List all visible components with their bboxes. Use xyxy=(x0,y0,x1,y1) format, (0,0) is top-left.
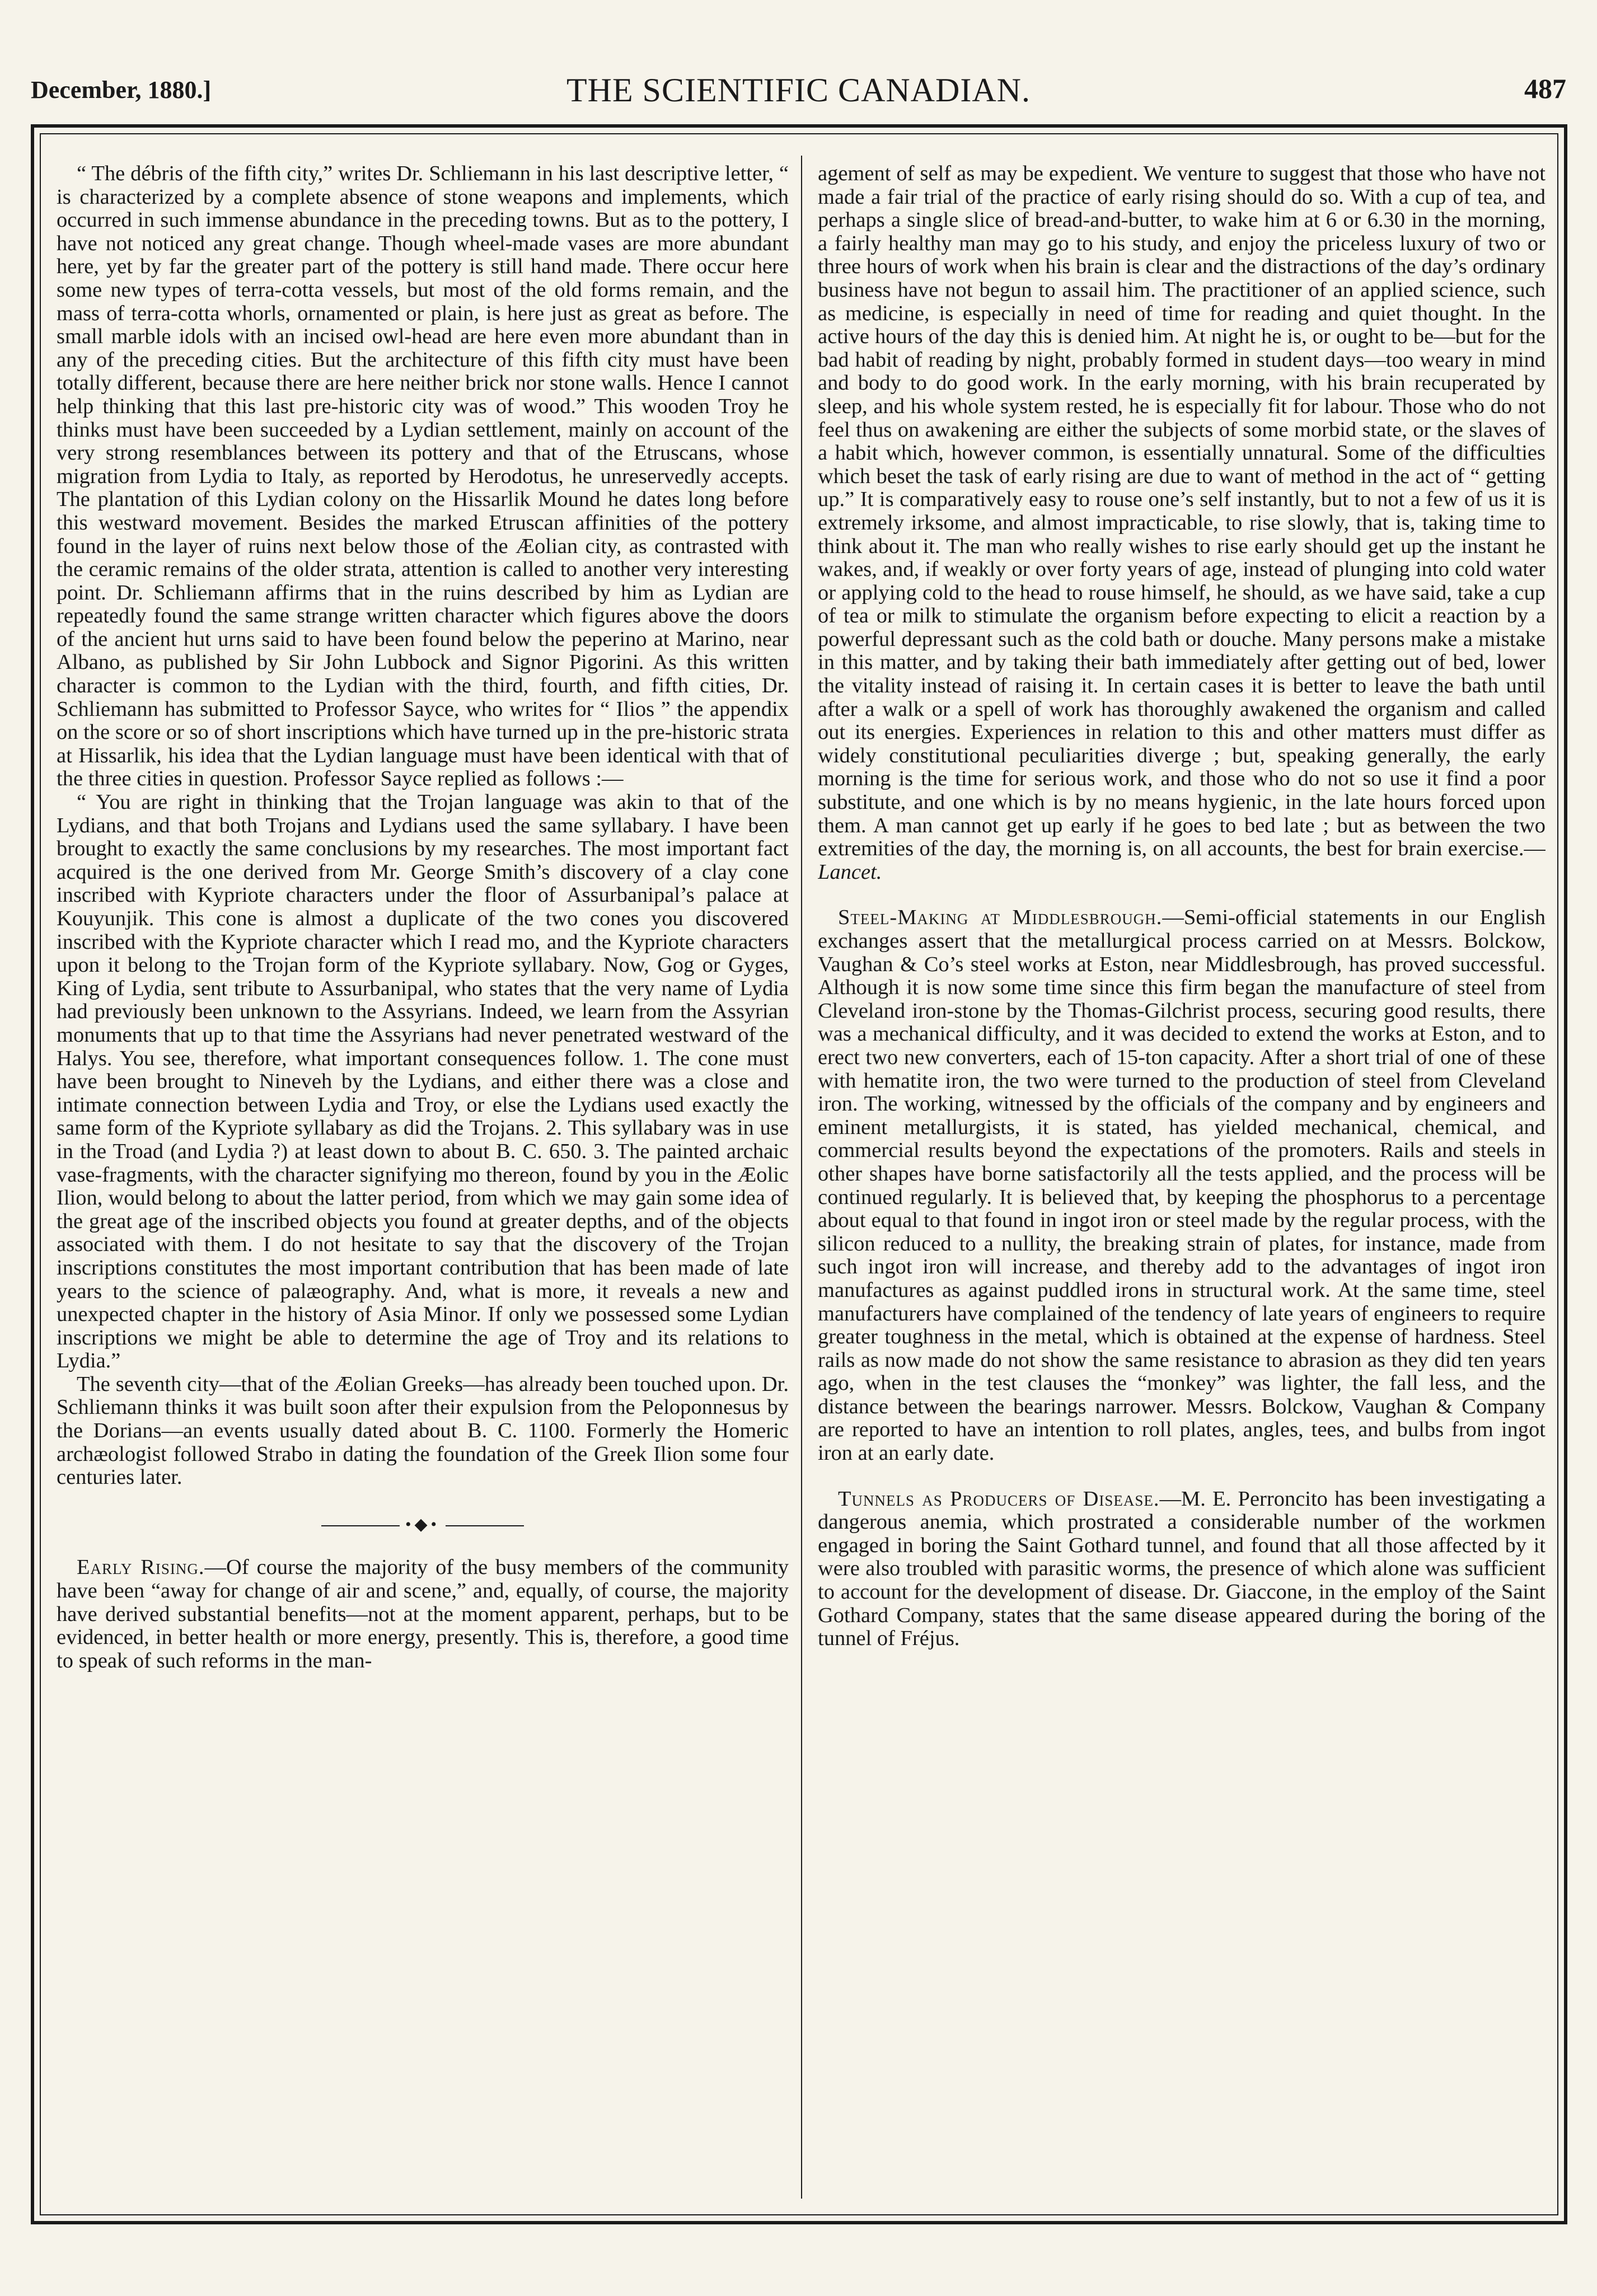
early-rising-heading: Early Rising. xyxy=(77,1555,205,1580)
issue-date: December, 1880.] xyxy=(31,76,212,104)
steel-making-text: —Semi-official statements in our English exchanges assert that the metallurgical process carried on at Messrs. Bolckow, Vaughan & Co’s steel works at Eston, near Middlesbrough, has proved successful. Although it is now some time since this firm began the manufacture of steel from Cleveland iron-stone by the Thomas-Gilchrist process, securing good results, there was a mechanical difficulty, and it was decided to extend the works at Eston, and to erect two new converters, each of 15-ton capacity. After a short trial of one of these with hematite iron, the two were turned to the production of steel from Cleveland iron. The working, witnessed by the officials of the company and by engineers and eminent metallurgists, it is stated, has yielded mechanical, chemical, and commercial results beyond the expectations of the promoters. Rails and steels in other shapes have borne satisfactorily all the tests applied, and the process will be continued regularly. It is believed that, by keeping the phosphorus to a percentage about equal to that found in ingot iron or steel made by the regular process, with the silicon reduced to a nullity, the breaking strain of plates, for instance, made from such ingot iron will increase, and thereby add to the advantages of ingot iron manufactures as against puddled irons in structural work. At the same time, steel manufacturers have complained of the tendency of late years of engineers to require greater toughness in the metal, which is obtained at the expense of hardness. Steel rails as now made do not show the same resistance to abrasion as they did ten years ago, when in the test clauses the “monkey” was lighter, the fall less, and the distance between the bearings narrower. Messrs. Bolckow, Vaughan & Company are reported to have an intention to roll plates, angles, tees, and bulbs from ingot iron at an early date. xyxy=(818,906,1546,1465)
sayce-reply-paragraph: “ You are right in thinking that the Trojan language was akin to that of the Lydians, and that both Trojans and Lydians used the same syllabary. I have been brought to exactly the same conclusions by my researches. The most important fact acquired is the one derived from Mr. George Smith’s discovery of a clay cone inscribed with Kypriote characters under the floor of Assurbanipal’s palace at Kouyunjik. This cone is almost a duplicate of the two cones you discovered inscribed with the Kypriote character which I read mo, and the Kypriote characters upon it belong to the Trojan form of the Kypriote syllabary. Now, Gog or Gyges, King of Lydia, sent tribute to Assurbanipal, who states that the very name of Lydia had previously been unknown to the Assyrians. Indeed, we learn from the Assyrian monuments that up to that time the Assyrians had never penetrated westward of the Halys. You see, therefore, what important consequences follow. 1. The cone must have been brought to Nineveh by the Lydians, and either there was a close and intimate connection between Lydia and Troy, or else the Lydians used exactly the same form of the Kypriote syllabary as did the Trojans. 2. This syllabary was in use in the Troad (and Lydia ?) at least down to about B. C. 650. 3. The painted archaic vase-fragments, with the character signifying mo thereon, found by you in the Æolic Ilion, would belong to about the latter period, from which we may gain some idea of the great age of the inscribed objects you found at greater depths, and of the objects associated with them. I do not hesitate to say that the discovery of the Trojan inscriptions constitutes the most important contribution that has been made of late years to the science of palæography. And, what is more, it reveals a new and unexpected chapter in the history of Asia Minor. If only we possessed some Lydian inscriptions we might be able to determine the age of Troy and its relations to Lydia.” xyxy=(57,790,789,1373)
early-rising-continued xyxy=(818,162,1546,884)
early-rising-text: —Of course the majority of the busy members of the community have been “away for change of air and scene,” and, equally, of course, the majority have derived substantial benefits—not at the moment apparent, perhaps, but to be evidenced, in better health or more energy, presently. This is, therefore, a good time to speak of such reforms in the man- xyxy=(57,1555,789,1672)
page-header xyxy=(31,72,1566,120)
tunnels-text: —M. E. Perroncito has been investigating a dangerous anemia, which prostrated a considerable number of the workmen engaged in boring the Saint Gothard tunnel, and found that all those affected by it were also troubled with parasitic worms, the presence of which alone was sufficient to account for the development of disease. Dr. Giaccone, in the employ of the Saint Gothard Company, states that the same disease appeared during the boring of the tunnel of Fréjus. xyxy=(818,1487,1546,1651)
right-column xyxy=(818,162,1546,2193)
page-number: 487 xyxy=(1524,73,1566,104)
section-separator: •◆• xyxy=(57,1513,789,1536)
tunnels-paragraph xyxy=(818,1488,1546,1651)
early-rising-paragraph xyxy=(57,1556,789,1672)
early-rising-cont-text: agement of self as may be expedient. We venture to suggest that those who have not made a fair trial of the practice of early rising should do so. With a cup of tea, and perhaps a single slice of bread-and-butter, to wake him at 6 or 6.30 in the morning, a fairly healthy man may go to his study, and enjoy the priceless luxury of two or three hours of work when his brain is clear and the distractions of the day’s ordinary business have not begun to assail him. The practitioner of an applied science, such as medicine, is especially in need of time for reading and quiet thought. In the active hours of the day this is denied him. At night he is, or ought to be—but for the bad habit of reading by night, probably formed in student days—too weary in mind and body to do good work. In the early morning, with his brain recuperated by sleep, and his whole system rested, he is especially fit for labour. Those who do not feel thus on awakening are either the subjects of some morbid state, or the slaves of a habit which, however common, is essentially unnatural. Some of the difficulties which beset the task of early rising are due to want of method in the act of “ getting up.” It is comparatively easy to rouse one’s self instantly, but to not a few of us it is extremely irksome, and almost impracticable, to rise slowly, that is, taking time to think about it. The man who really wishes to rise early should get up the instant he wakes, and, if weakly or over forty years of age, instead of plunging into cold water or applying cold to the head to rouse himself, he should, as we have said, take a cup of tea or milk to stimulate the organism before expecting to elicit a reaction by a powerful depressant such as the cold bath or douche. Many persons make a mistake in this matter, and by taking their bath immediately after getting out of bed, lower the vitality instead of raising it. In certain cases it is better to leave the bath until after a walk or a spell of work has thoroughly awakened the organism and called out its energies. Experiences in relation to this and other matters must differ as widely constitutional peculiarities diverge ; but, speaking generally, the early morning is the time for serious work, and those who do not so use it find a poor substitute, and one which is by no means hygienic, in the late hours forced upon them. A man cannot get up early if he goes to bed late ; but as between the two extremities of the day, the morning is, on all accounts, the best for brain exercise.— xyxy=(818,162,1546,861)
column-divider xyxy=(801,156,802,2199)
early-rising-source: Lancet. xyxy=(818,860,882,884)
article-frame xyxy=(31,124,1567,2224)
tunnels-heading: Tunnels as Producers of Disease. xyxy=(838,1487,1160,1511)
publication-title: THE SCIENTIFIC CANADIAN. xyxy=(566,72,1031,109)
steel-making-paragraph xyxy=(818,906,1546,1465)
schliemann-paragraph-1: “ The débris of the fifth city,” writes Dr. Schliemann in his last descriptive letter, “ is characterized by a complete absence of stone weapons and implements, which occurred in such immense abundance in the preceding towns. But as to the pottery, I have not noticed any great change. Though wheel-made vases are more abundant here, yet by far the greater part of the pottery is still hand made. There occur here some new types of terra-cotta vessels, but most of the old forms remain, and the mass of terra-cotta whorls, ornamented or plain, is here just as great as before. The small marble idols with an incised owl-head are here even more abundant than in any of the preceding cities. But the architecture of this fifth city must have been totally different, because there are here neither brick nor stone walls. Hence I cannot help thinking that this last pre-historic city was of wood.” This wooden Troy he thinks must have been succeeded by a Lydian settlement, mainly on account of the very strong resemblances between its pottery and that of the Etruscans, whose migration from Lydia to Italy, as reported by Herodotus, he unreservedly accepts. The plantation of this Lydian colony on the Hissarlik Mound he dates long before this westward movement. Besides the marked Etruscan affinities of the pottery found in the layer of ruins next below those of the Æolian city, as contrasted with the ceramic remains of the older strata, attention is called to another very interesting point. Dr. Schliemann affirms that in the ruins described by him as Lydian are repeatedly found the same strange written character which figures above the doors of the ancient hut urns said to have been found below the peperino at Marino, near Albano, as published by Sir John Lubbock and Signor Pigorini. As this written character is common to the Lydian with the third, fourth, and fifth cities, Dr. Schliemann has submitted to Professor Sayce, who writes for “ Ilios ” the appendix on the score or so of short inscriptions which have turned up in the pre-historic strata at Hissarlik, his idea that the Lydian language must have been identical with that of the three cities in question. Professor Sayce replied as follows :— xyxy=(57,162,789,791)
seventh-city-paragraph: The seventh city—that of the Æolian Greeks—has already been touched upon. Dr. Schliemann thinks it was built soon after their expulsion from the Peloponnesus by the Dorians—an events usually dated about B. C. 1100. Formerly the Homeric archæologist followed Strabo in dating the foundation of the Greek Ilion some four centuries later. xyxy=(57,1372,789,1489)
steel-making-heading: Steel-Making at Middlesbrough. xyxy=(838,906,1163,930)
left-column xyxy=(57,162,789,2193)
